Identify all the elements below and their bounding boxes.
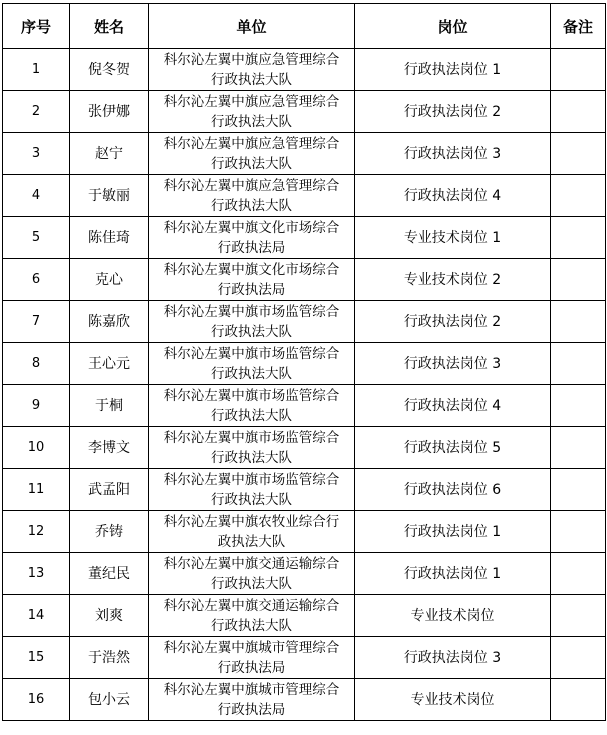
cell-post: 行政执法岗位 1 [355,553,551,595]
cell-post: 行政执法岗位 2 [355,91,551,133]
cell-unit [149,553,355,595]
cell-serial-number: 10 [3,427,70,469]
cell-remark [551,343,606,385]
cell-unit [149,259,355,301]
cell-post: 行政执法岗位 3 [355,637,551,679]
cell-unit-line1: 科尔沁左翼中旗应急管理综合 [163,135,340,152]
cell-unit-line1: 科尔沁左翼中旗应急管理综合 [163,177,340,194]
cell-serial-number: 5 [3,217,70,259]
cell-serial-number: 8 [3,343,70,385]
cell-unit [149,217,355,259]
cell-unit [149,343,355,385]
cell-serial-number: 11 [3,469,70,511]
cell-remark [551,637,606,679]
cell-remark [551,469,606,511]
cell-post: 行政执法岗位 2 [355,301,551,343]
cell-unit [149,595,355,637]
table-row [3,301,606,343]
cell-unit-line2: 行政执法局 [217,281,286,298]
cell-unit [149,469,355,511]
cell-unit-line1: 科尔沁左翼中旗应急管理综合 [163,93,340,110]
cell-serial-number: 4 [3,175,70,217]
cell-name: 克心 [70,259,149,301]
cell-unit-line2: 行政执法大队 [211,113,292,130]
cell-remark [551,679,606,721]
header-name: 姓名 [70,4,149,49]
cell-unit-line2: 行政执法大队 [211,449,292,466]
cell-unit-line1: 科尔沁左翼中旗市场监管综合 [163,387,340,404]
cell-unit [149,133,355,175]
cell-post: 专业技术岗位 [355,595,551,637]
cell-unit-line2: 政执法大队 [217,533,286,550]
cell-name: 刘爽 [70,595,149,637]
cell-post: 行政执法岗位 1 [355,511,551,553]
cell-unit-line1: 科尔沁左翼中旗城市管理综合 [163,639,340,656]
table-body [3,49,606,721]
cell-unit-line2: 行政执法大队 [211,323,292,340]
cell-unit-line1: 科尔沁左翼中旗市场监管综合 [163,303,340,320]
cell-unit [149,301,355,343]
cell-post: 行政执法岗位 6 [355,469,551,511]
cell-serial-number: 9 [3,385,70,427]
table-row [3,469,606,511]
cell-unit-line1: 科尔沁左翼中旗应急管理综合 [163,51,340,68]
cell-serial-number: 15 [3,637,70,679]
table-row [3,175,606,217]
cell-remark [551,301,606,343]
cell-name: 乔铸 [70,511,149,553]
cell-serial-number: 14 [3,595,70,637]
header-unit: 单位 [149,4,355,49]
cell-remark [551,511,606,553]
cell-name: 包小云 [70,679,149,721]
cell-name: 陈嘉欣 [70,301,149,343]
cell-serial-number: 2 [3,91,70,133]
cell-remark [551,217,606,259]
cell-unit-line1: 科尔沁左翼中旗农牧业综合行 [163,513,340,530]
cell-unit-line2: 行政执法大队 [211,575,292,592]
cell-serial-number: 6 [3,259,70,301]
cell-post: 行政执法岗位 1 [355,49,551,91]
table-header [3,4,606,49]
cell-unit-line2: 行政执法局 [217,659,286,676]
cell-post: 行政执法岗位 5 [355,427,551,469]
cell-name: 于敏丽 [70,175,149,217]
cell-unit [149,427,355,469]
table-row [3,133,606,175]
cell-unit [149,511,355,553]
cell-name: 李博文 [70,427,149,469]
cell-unit-line1: 科尔沁左翼中旗文化市场综合 [163,219,340,236]
cell-unit [149,175,355,217]
table-row [3,385,606,427]
cell-remark [551,427,606,469]
cell-name: 武孟阳 [70,469,149,511]
table-row [3,217,606,259]
table-row [3,511,606,553]
personnel-table [2,3,606,721]
cell-post: 专业技术岗位 [355,679,551,721]
cell-unit [149,91,355,133]
table-row [3,553,606,595]
cell-unit-line2: 行政执法大队 [211,491,292,508]
cell-unit [149,385,355,427]
cell-unit [149,679,355,721]
cell-unit-line1: 科尔沁左翼中旗市场监管综合 [163,471,340,488]
cell-post: 行政执法岗位 4 [355,385,551,427]
cell-serial-number: 3 [3,133,70,175]
table-row [3,427,606,469]
header-remark: 备注 [551,4,606,49]
cell-unit-line2: 行政执法大队 [211,71,292,88]
cell-unit-line1: 科尔沁左翼中旗文化市场综合 [163,261,340,278]
cell-unit-line2: 行政执法局 [217,701,286,718]
cell-unit-line2: 行政执法大队 [211,407,292,424]
cell-remark [551,91,606,133]
cell-unit-line1: 科尔沁左翼中旗市场监管综合 [163,429,340,446]
cell-unit-line1: 科尔沁左翼中旗交通运输综合 [163,597,340,614]
cell-remark [551,595,606,637]
cell-remark [551,175,606,217]
cell-unit-line1: 科尔沁左翼中旗交通运输综合 [163,555,340,572]
cell-unit [149,637,355,679]
cell-remark [551,553,606,595]
table-row [3,259,606,301]
cell-serial-number: 1 [3,49,70,91]
header-row [3,4,606,49]
header-post: 岗位 [355,4,551,49]
cell-name: 倪冬贺 [70,49,149,91]
cell-serial-number: 13 [3,553,70,595]
cell-unit-line2: 行政执法大队 [211,197,292,214]
cell-post: 专业技术岗位 1 [355,217,551,259]
cell-unit-line2: 行政执法局 [217,239,286,256]
cell-unit [149,49,355,91]
cell-name: 于浩然 [70,637,149,679]
cell-name: 张伊娜 [70,91,149,133]
cell-name: 董纪民 [70,553,149,595]
cell-unit-line1: 科尔沁左翼中旗城市管理综合 [163,681,340,698]
table-row [3,49,606,91]
cell-serial-number: 7 [3,301,70,343]
cell-remark [551,49,606,91]
cell-serial-number: 12 [3,511,70,553]
table-row [3,637,606,679]
cell-remark [551,259,606,301]
cell-post: 行政执法岗位 4 [355,175,551,217]
cell-post: 专业技术岗位 2 [355,259,551,301]
table-row [3,91,606,133]
table-row [3,679,606,721]
cell-unit-line2: 行政执法大队 [211,365,292,382]
header-serial-number: 序号 [3,4,70,49]
cell-unit-line2: 行政执法大队 [211,155,292,172]
cell-name: 于桐 [70,385,149,427]
table-row [3,343,606,385]
cell-unit-line2: 行政执法大队 [211,617,292,634]
cell-serial-number: 16 [3,679,70,721]
cell-unit-line1: 科尔沁左翼中旗市场监管综合 [163,345,340,362]
cell-post: 行政执法岗位 3 [355,343,551,385]
cell-name: 赵宁 [70,133,149,175]
cell-name: 陈佳琦 [70,217,149,259]
cell-remark [551,385,606,427]
cell-post: 行政执法岗位 3 [355,133,551,175]
cell-name: 王心元 [70,343,149,385]
cell-remark [551,133,606,175]
table-row [3,595,606,637]
